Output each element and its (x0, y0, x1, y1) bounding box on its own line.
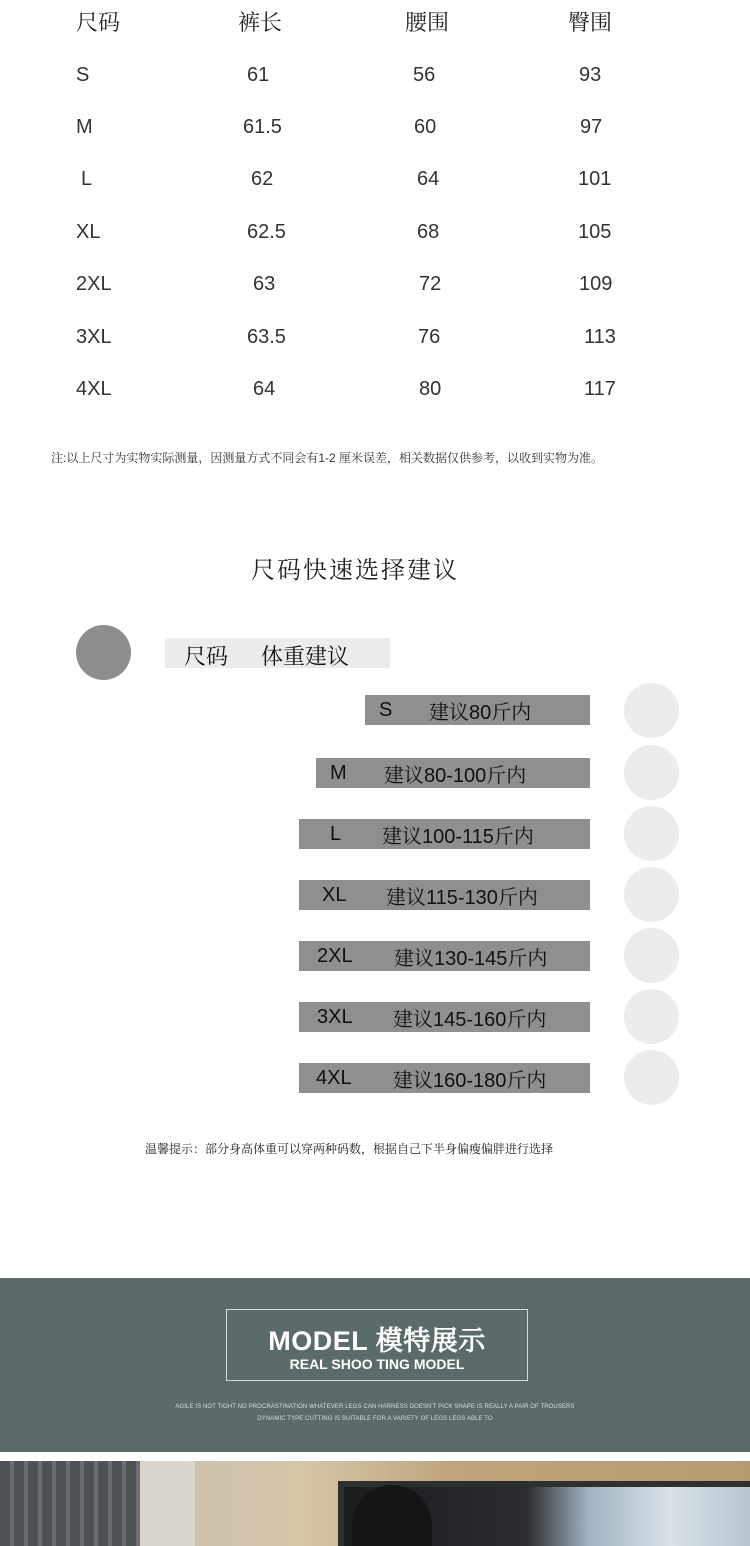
measurement-note: 注:以上尺寸为实物实际测量，因测量方式不同会有1-2 厘米误差，相关数据仅供参考，以收到实物为准。 (51, 451, 604, 465)
banner-title: MODEL 模特展示 (268, 1326, 486, 1356)
size-label: L (330, 822, 342, 845)
tip-text: 温馨提示：部分身高体重可以穿两种码数，根据自己下半身偏瘦偏胖进行选择 (145, 1142, 554, 1156)
size-dot (624, 1050, 679, 1105)
weight-rec: 建议145-160斤内 (393, 1008, 547, 1031)
table-cell: 61.5 (243, 116, 282, 138)
table-cell: 3XL (76, 326, 112, 348)
size-dot (624, 928, 679, 983)
wall-shape (140, 1461, 195, 1546)
table-cell: 68 (417, 221, 440, 243)
size-rec-l (299, 819, 590, 849)
model-photo (0, 1461, 750, 1546)
banner-subtitle: REAL SHOO TING MODEL (289, 1356, 465, 1372)
size-rec-m (316, 758, 590, 788)
table-cell: 4XL (76, 378, 112, 400)
table-cell: 63.5 (247, 326, 286, 348)
table-cell: 80 (419, 378, 442, 400)
size-rec-2xl (299, 941, 590, 971)
weight-rec: 建议115-130斤内 (386, 886, 538, 909)
table-cell: 60 (414, 116, 437, 138)
table-cell: 117 (584, 378, 616, 400)
model-banner (0, 1278, 750, 1452)
section-title: 尺码快速选择建议 (251, 557, 459, 584)
legend-dot (76, 625, 131, 680)
header-length: 裤长 (238, 10, 283, 35)
size-label: 2XL (317, 944, 353, 967)
size-rec-xl (299, 880, 590, 910)
banner-tagline-2: DYNAMIC TYPE CUTTING IS SUITABLE FOR A VARIETY OF LEGS LEGS ABLE TO (257, 1416, 493, 1422)
table-cell: 97 (580, 116, 603, 138)
size-label: M (330, 761, 347, 784)
table-cell: 63 (253, 273, 276, 295)
table-cell: 101 (578, 168, 612, 190)
size-dot (624, 806, 679, 861)
size-dot (624, 745, 679, 800)
table-cell: 64 (417, 168, 440, 190)
size-rec-3xl (299, 1002, 590, 1032)
size-dot (624, 989, 679, 1044)
table-cell: 93 (579, 64, 602, 86)
weight-rec: 建议160-180斤内 (393, 1069, 547, 1092)
table-cell: 62.5 (247, 221, 286, 243)
weight-rec: 建议80斤内 (429, 701, 532, 724)
size-dot (624, 867, 679, 922)
table-cell: 62 (251, 168, 274, 190)
header-hip: 臀围 (568, 10, 613, 35)
weight-rec: 建议100-115斤内 (382, 825, 534, 848)
table-cell: 76 (418, 326, 441, 348)
table-cell: L (81, 168, 93, 190)
table-cell: 109 (579, 273, 613, 295)
weight-rec: 建议130-145斤内 (394, 947, 548, 970)
curtain-shape (0, 1461, 140, 1546)
size-label: 4XL (316, 1066, 352, 1089)
table-cell: 2XL (76, 273, 112, 295)
size-label: XL (322, 883, 347, 906)
legend-weight-label: 体重建议 (261, 644, 350, 669)
weight-rec: 建议80-100斤内 (384, 764, 527, 787)
table-cell: 105 (578, 221, 612, 243)
table-cell: XL (76, 221, 101, 243)
size-dot (624, 683, 679, 738)
size-label: 3XL (317, 1005, 353, 1028)
size-rec-4xl (299, 1063, 590, 1093)
legend-size-label: 尺码 (184, 644, 229, 669)
header-waist: 腰围 (405, 10, 450, 35)
table-cell: S (76, 64, 90, 86)
table-cell: 56 (413, 64, 436, 86)
table-cell: M (76, 116, 93, 138)
table-cell: 72 (419, 273, 442, 295)
size-rec-s (365, 695, 590, 725)
header-size: 尺码 (76, 10, 121, 35)
table-cell: 113 (584, 326, 616, 348)
table-cell: 61 (247, 64, 270, 86)
banner-tagline-1: AGILE IS NOT TIGHT NO PROCRASTINATION WHATEVER LEGS CAN HARNESS DOESN'T PICK SHAPE IS REALLY A PAIR OF TROUSERS (175, 1404, 575, 1410)
table-cell: 64 (253, 378, 276, 400)
size-label: S (379, 698, 393, 721)
